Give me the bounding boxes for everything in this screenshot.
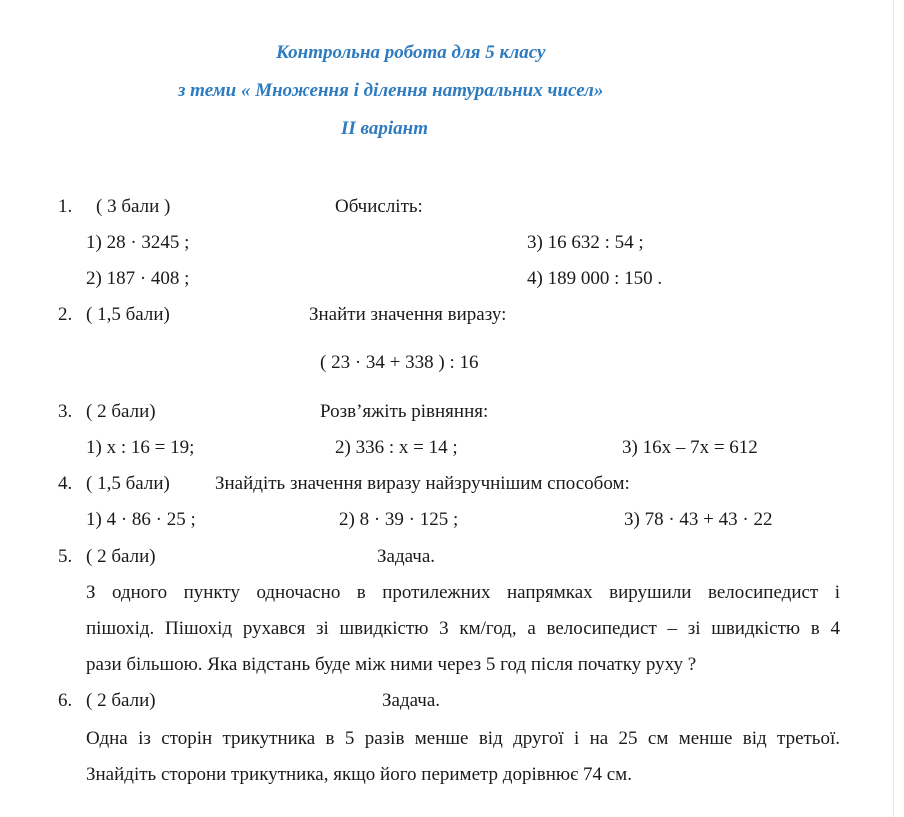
task-5-text-line-1: З одного пункту одночасно в протилежних напрямках вирушили велосипедист і xyxy=(86,582,840,603)
task-3-instruction: Розв’яжіть рівняння: xyxy=(320,401,489,422)
task-5-instruction: Задача. xyxy=(377,546,436,567)
task-2-number: 2. xyxy=(58,304,73,325)
task-4-number: 4. xyxy=(58,473,73,494)
task-3-points: ( 2 бали) xyxy=(86,401,156,422)
task-5-text-line-2: пішохід. Пішохід рухався зі швидкістю 3 км/год, а велосипедист – зі швидкістю в 4 xyxy=(86,618,840,639)
title-line-3: ІІ варіант xyxy=(341,118,429,139)
title-line-1: Контрольна робота для 5 класу xyxy=(276,42,546,63)
task-2-instruction: Знайти значення виразу: xyxy=(309,304,507,325)
task-3-number: 3. xyxy=(58,401,73,422)
task-2-points: ( 1,5 бали) xyxy=(86,304,170,325)
task-2-expression: ( 23 · 34 + 338 ) : 16 xyxy=(320,352,479,373)
task-3-item-1: 1) x : 16 = 19; xyxy=(86,437,195,458)
task-1-number: 1. xyxy=(58,196,73,217)
task-1-item-2: 2) 187 · 408 ; xyxy=(86,268,190,289)
task-5-points: ( 2 бали) xyxy=(86,546,156,567)
task-6-text-line-1: Одна із сторін трикутника в 5 разів менше від другої і на 25 см менше від третьої. xyxy=(86,728,840,749)
task-6-number: 6. xyxy=(58,690,73,711)
task-3-item-2: 2) 336 : x = 14 ; xyxy=(335,437,458,458)
task-1-item-3: 3) 16 632 : 54 ; xyxy=(527,232,644,253)
task-4-item-1: 1) 4 · 86 · 25 ; xyxy=(86,509,196,530)
task-6-instruction: Задача. xyxy=(382,690,441,711)
task-5-number: 5. xyxy=(58,546,73,567)
title-line-2: з теми « Множення і ділення натуральних чисел» xyxy=(178,80,604,101)
task-1-points: ( 3 бали ) xyxy=(96,196,171,217)
task-3-item-3: 3) 16x – 7x = 612 xyxy=(622,437,758,458)
task-4-points: ( 1,5 бали) xyxy=(86,473,170,494)
task-5-text-line-3: рази більшою. Яка відстань буде між ними через 5 год після початку руху ? xyxy=(86,654,697,675)
task-6-points: ( 2 бали) xyxy=(86,690,156,711)
task-4-instruction: Знайдіть значення виразу найзручнішим способом: xyxy=(215,473,630,494)
task-1-item-4: 4) 189 000 : 150 . xyxy=(527,268,663,289)
task-1-instruction: Обчисліть: xyxy=(335,196,423,217)
task-6-text-line-2: Знайдіть сторони трикутника, якщо його периметр дорівнює 74 см. xyxy=(86,764,632,785)
task-4-item-2: 2) 8 · 39 · 125 ; xyxy=(339,509,459,530)
page-edge xyxy=(893,0,894,817)
task-4-item-3: 3) 78 · 43 + 43 · 22 xyxy=(624,509,773,530)
task-1-item-1: 1) 28 · 3245 ; xyxy=(86,232,190,253)
